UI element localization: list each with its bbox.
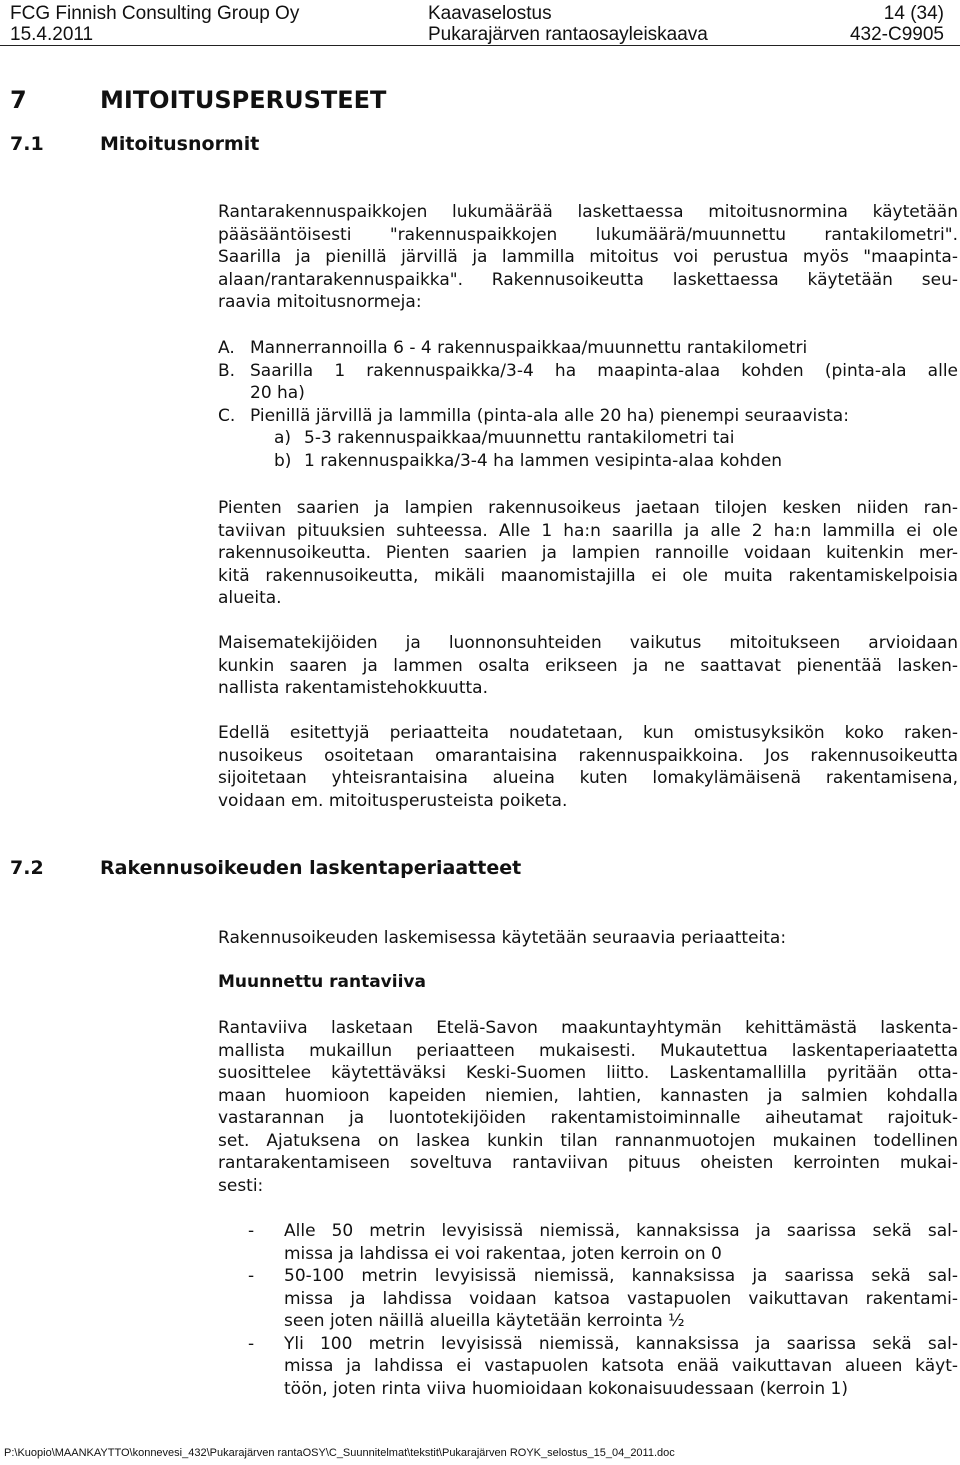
paragraph-mitoitus-intro: Rantarakennuspaikkojen lukumäärää laskettaessa mitoitusnormina käytetään pääsääntöisesti "rakennuspaikkojen lukumäärä/muunnettu rantakilometri". Saarilla ja pienillä järvillä ja lammilla mitoitus voi perustua myös "maapinta- alaan/rantarakennuspaikka". Rakennusoikeutta laskettaessa käytetään seu- raavia mitoitusnormeja: bbox=[218, 202, 958, 312]
paragraph-landscape: Maisematekijöiden ja luonnonsuhteiden vaikutus mitoitukseen arvioidaan kunkin saaren ja lammen osalta erikseen ja ne saattavat pienentää lasken- nallista rakentamistehokkuutta. bbox=[218, 633, 958, 698]
company-name: FCG Finnish Consulting Group Oy bbox=[10, 3, 300, 24]
document-date: 15.4.2011 bbox=[10, 24, 94, 45]
page-number: 14 (34) bbox=[883, 3, 944, 24]
list-item: A. Mannerrannoilla 6 - 4 rakennuspaikkaa/muunnettu rantakilometri bbox=[218, 338, 808, 358]
file-path-footer: P:\Kuopio\MAANKAYTTO\konnevesi_432\Pukarajärven rantaOSY\C_Suunnitelmat\tekstit\Pukarajärven ROYK_selostus_15_04_2011.doc bbox=[4, 1447, 675, 1459]
paragraph-rantaviiva: Rantaviiva lasketaan Etelä-Savon maakuntayhtymän kehittämästä laskenta- mallista mukaillun periaatteen mukaisesti. Mukautettua laskentaperiaatetta suosittelee käytettäväksi Keski-Suomen liitto. Laskentamallilla pyritään otta- maan huomioon kapeiden niemien, lahtien, kannasten ja salmien kohdalla vastarannan ja luontotekijöiden rakentamistoiminnalle aiheutamat rajoituk- set. Ajatuksena on laskea kunkin tilan rannanmuotojen mukainen todellinen rantarakentamiseen soveltuva rantaviivan pituus oheisten kerrointen mukai- sesti: bbox=[218, 1018, 958, 1196]
paragraph-small-islands: Pienten saarien ja lampien rakennusoikeus jaetaan tilojen kesken niiden ran- taviivan pituuksien suhteessa. Alle 1 ha:n saarilla ja alle 2 ha:n lammilla ei ole rakennusoikeutta. Pienten saarien ja lampien rannoille voidaan kuitenkin mer- kitä rakennusoikeutta, mikäli maanomistajilla ei ole muita rakentamiskelpoisia alueita. bbox=[218, 498, 958, 608]
paragraph-principles: Edellä esitettyjä periaatteita noudatetaan, kun omistusyksikön koko raken- nusoikeus osoitetaan omarantaisina rakennuspaikkoina. Jos rakennusoikeutta sijoitetaan yhteisrantaisina alueina kuten lomakylämäisenä rakentamisena, voidaan em. mitoitusperusteista poiketa. bbox=[218, 723, 958, 811]
sub-list-item: a) 5-3 rakennuspaikkaa/muunnettu rantakilometri tai bbox=[274, 428, 735, 448]
project-code: 432-C9905 bbox=[849, 24, 944, 45]
document-type: Kaavaselostus bbox=[428, 3, 552, 24]
section-7-2-intro: Rakennusoikeuden laskemisessa käytetään seuraavia periaatteita: bbox=[218, 928, 787, 948]
header-divider bbox=[0, 45, 960, 46]
project-name: Pukarajärven rantaosayleiskaava bbox=[428, 24, 708, 45]
list-item: - Yli 100 metrin levyisissä niemissä, kannaksissa ja saarissa sekä sal- missa ja lahdissa ei vastapuolen katsota enää vaikuttavan alueen käyt- töön, joten rinta viiva huomioidaan kokonaisuudessaan (kerroin 1) bbox=[248, 1333, 958, 1399]
subheading-muunnettu-rantaviiva: Muunnettu rantaviiva bbox=[218, 972, 426, 992]
list-item: B. Saarilla 1 rakennuspaikka/3-4 ha maapinta-alaa kohden (pinta-ala alle 20 ha) bbox=[218, 360, 958, 403]
list-item: C. Pienillä järvillä ja lammilla (pinta-ala alle 20 ha) pienempi seuraavista: bbox=[218, 405, 849, 426]
list-item: - 50-100 metrin levyisissä niemissä, kannaksissa ja saarissa sekä sal- missa ja lahdissa voidaan katsoa vastapuolen vaikuttavan rakentami- seen joten näillä alueilla käytetään kerrointa ½ bbox=[248, 1266, 958, 1331]
list-item: - Alle 50 metrin levyisissä niemissä, kannaksissa ja saarissa sekä sal- missa ja lahdissa ei voi rakentaa, joten kerroin on 0 bbox=[248, 1221, 958, 1264]
page-header bbox=[10, 4, 944, 46]
sub-list-item: b) 1 rakennuspaikka/3-4 ha lammen vesipinta-alaa kohden bbox=[274, 450, 783, 471]
mitoitus-normit-list bbox=[218, 337, 958, 472]
coefficient-list bbox=[218, 1220, 958, 1400]
